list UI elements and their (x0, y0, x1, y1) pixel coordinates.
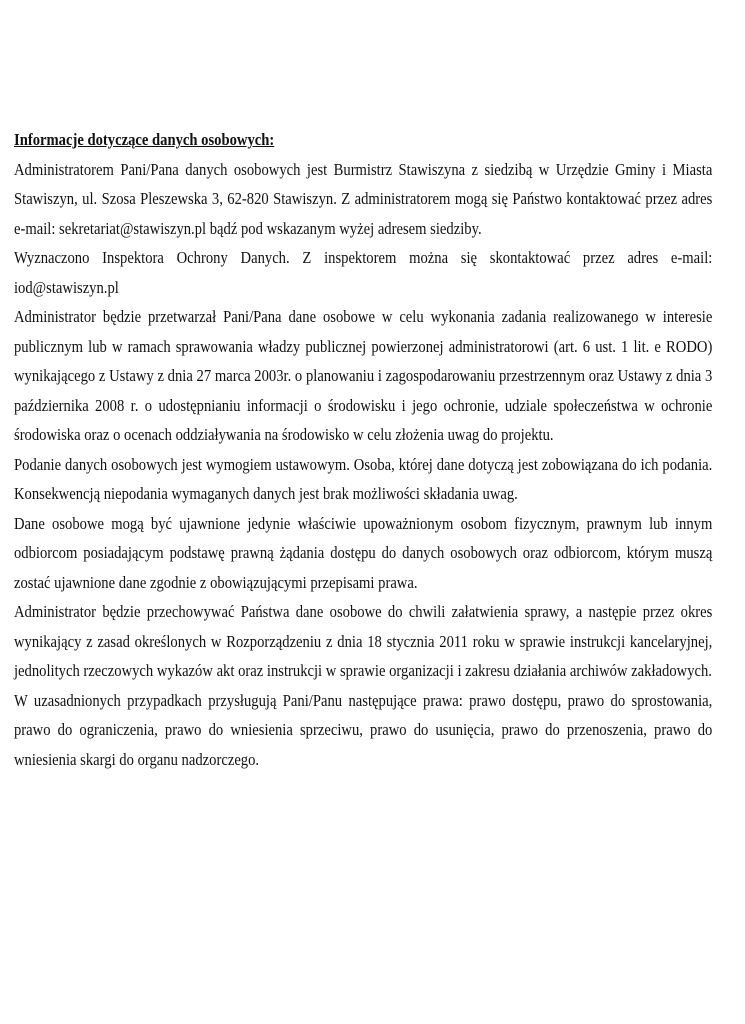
paragraph-recipients: Dane osobowe mogą być ujawnione jedynie właściwie upoważnionym osobom fizycznym, prawnym lub innym odbiorcom posiadającym podstawę prawną żądania dostępu do danych osobowych oraz odbiorcom, którym muszą zostać ujawnione dane zgodnie z obowiązującymi przepisami prawa. (14, 513, 713, 592)
paragraph-inspector: Wyznaczono Inspektora Ochrony Danych. Z inspektorem można się skontaktować przez adres e-mail: iod@stawiszyn.pl (14, 248, 713, 297)
document-heading: Informacje dotyczące danych osobowych: (14, 130, 275, 149)
paragraph-requirement: Podanie danych osobowych jest wymogiem ustawowym. Osoba, której dane dotyczą jest zobowiązana do ich podania. Konsekwencją niepodania wymaganych danych jest brak możliwości składania uwag. (14, 454, 713, 503)
paragraph-retention: Administrator będzie przechowywać Państwa dane osobowe do chwili załatwienia sprawy, a następie przez okres wynikający z zasad określonych w Rozporządzeniu z dnia 18 stycznia 2011 roku w sprawie instrukcji kancelaryjnej, jednolitych rzeczowych wykazów akt oraz instrukcji w sprawie organizacji i zakresu działania archiwów zakładowych. (14, 602, 713, 680)
document-page (14, 125, 712, 774)
paragraph-purpose: Administrator będzie przetwarzał Pani/Pana dane osobowe w celu wykonania zadania realizowanego w interesie publicznym lub w ramach sprawowania władzy publicznej powierzonej administratorowi (art. 6 ust. 1 lit. e RODO) wynikającego z Ustawy z dnia 27 marca 2003r. o planowaniu i zagospodarowaniu przestrzennym oraz Ustawy z dnia 3 października 2008 r. o udostępnianiu informacji o środowisku i jego ochronie, udziale społeczeństwa w ochronie środowiska oraz o ocenach oddziaływania na środowisko w celu złożenia uwag do projektu. (14, 307, 713, 444)
paragraph-rights: W uzasadnionych przypadkach przysługują Pani/Panu następujące prawa: prawo dostępu, prawo do sprostowania, prawo do ograniczenia, prawo do wniesienia sprzeciwu, prawo do usunięcia, prawo do przenoszenia, prawo do wniesienia skargi do organu nadzorczego. (14, 690, 713, 769)
paragraph-administrator: Administratorem Pani/Pana danych osobowych jest Burmistrz Stawiszyna z siedzibą w Urzędzie Gminy i Miasta Stawiszyn, ul. Szosa Pleszewska 3, 62-820 Stawiszyn. Z administratorem mogą się Państwo kontaktować przez adres e-mail: sekretariat@stawiszyn.pl bądź pod wskazanym wyżej adresem siedziby. (14, 159, 713, 238)
